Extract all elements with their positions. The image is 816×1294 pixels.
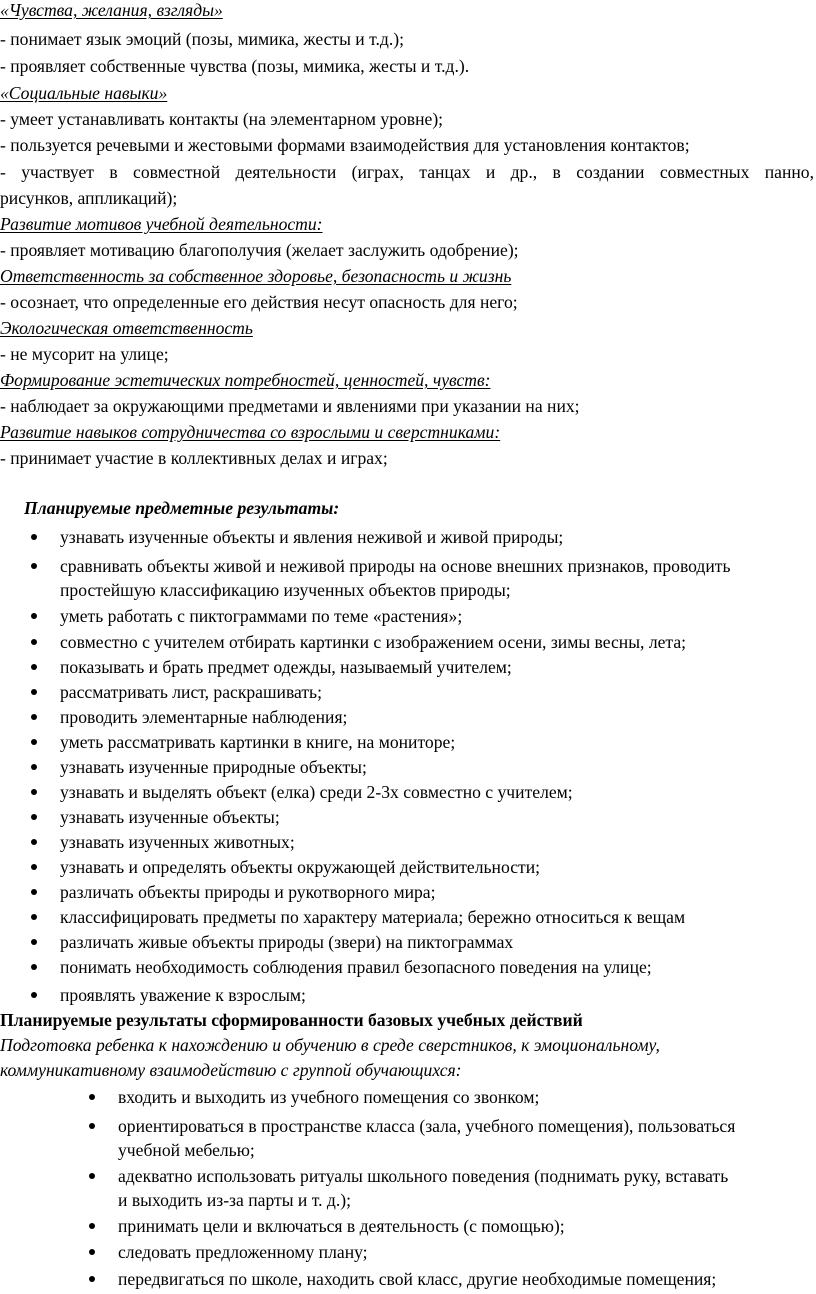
list-item: узнавать изученные природные объекты; — [60, 757, 367, 777]
list-item: узнавать изученные объекты и явления неживой и живой природы; — [60, 527, 564, 547]
list-item: рассматривать лист, раскрашивать; — [60, 682, 322, 702]
bullet-icon — [31, 839, 37, 845]
bullet-icon — [31, 764, 37, 770]
section-title-motives: Развитие мотивов учебной деятельности: — [0, 214, 323, 234]
section-title-eco: Экологическая ответственность — [0, 318, 253, 338]
list-item: передвигаться по школе, находить свой класс, другие необходимые помещения; — [118, 1269, 717, 1289]
list-item: уметь работать с пиктограммами по теме «растения»; — [60, 606, 463, 626]
list-item: сравнивать объекты живой и неживой природы на основе внешних признаков, проводить — [60, 556, 731, 576]
subject-results-title: Планируемые предметные результаты: — [24, 498, 340, 518]
list-item: ориентироваться в пространстве класса (зала, учебного помещения), пользоваться — [118, 1116, 736, 1136]
section-title-health: Ответственность за собственное здоровье, безопасность и жизнь — [0, 266, 512, 286]
list-item: принимать цели и включаться в деятельность (с помощью); — [118, 1216, 565, 1236]
bullet-icon — [31, 639, 37, 645]
section-title-feelings: «Чувства, желания, взгляды» — [0, 0, 223, 20]
bullet-icon — [89, 1173, 95, 1179]
list-item: совместно с учителем отбирать картинки с изображением осени, зимы весны, лета; — [60, 632, 687, 652]
list-item: - наблюдает за окружающими предметами и явлениями при указании на них; — [0, 396, 580, 416]
bullet-icon — [31, 563, 37, 569]
bullet-icon — [89, 1094, 95, 1100]
bullet-icon — [89, 1276, 95, 1282]
list-item: - проявляет собственные чувства (позы, мимика, жесты и т.д.). — [0, 56, 470, 76]
list-item: - участвует в совместной деятельности (играх, танцах и др., в создании совместных панно, — [0, 162, 814, 182]
bullet-icon — [31, 889, 37, 895]
basic-results-subtitle-continuation: коммуникативному взаимодействию с группой обучающихся: — [0, 1060, 462, 1080]
list-item: - проявляет мотивацию благополучия (желает заслужить одобрение); — [0, 240, 519, 260]
bullet-icon — [31, 714, 37, 720]
bullet-icon — [31, 939, 37, 945]
list-item: уметь рассматривать картинки в книге, на мониторе; — [60, 732, 456, 752]
bullet-icon — [31, 789, 37, 795]
list-item-continuation: рисунков, аппликаций); — [0, 188, 178, 208]
list-item: проявлять уважение к взрослым; — [60, 985, 306, 1005]
bullet-icon — [31, 814, 37, 820]
list-item: узнавать изученные объекты; — [60, 807, 280, 827]
list-item: - осознает, что определенные его действия несут опасность для него; — [0, 292, 518, 312]
list-item-continuation: простейшую классификацию изученных объектов природы; — [60, 580, 511, 600]
list-item: понимать необходимость соблюдения правил безопасного поведения на улице; — [60, 957, 652, 977]
list-item-continuation: учебной мебелью; — [118, 1140, 255, 1160]
list-item: адекватно использовать ритуалы школьного поведения (поднимать руку, вставать — [118, 1166, 729, 1186]
list-item: классифицировать предметы по характеру материала; бережно относиться к вещам — [60, 907, 686, 927]
bullet-icon — [89, 1123, 95, 1129]
bullet-icon — [89, 1223, 95, 1229]
list-item: - принимает участие в коллективных делах и играх; — [0, 448, 388, 468]
list-item: узнавать и определять объекты окружающей действительности; — [60, 857, 540, 877]
list-item: различать живые объекты природы (звери) на пиктограммах — [60, 932, 514, 952]
bullet-icon — [31, 739, 37, 745]
bullet-icon — [31, 689, 37, 695]
list-item: проводить элементарные наблюдения; — [60, 707, 348, 727]
section-title-aesthetic: Формирование эстетических потребностей, ценностей, чувств: — [0, 370, 491, 390]
basic-results-subtitle: Подготовка ребенка к нахождению и обучению в среде сверстников, к эмоциональному, — [0, 1035, 660, 1055]
bullet-icon — [31, 664, 37, 670]
bullet-icon — [31, 613, 37, 619]
bullet-icon — [31, 534, 37, 540]
section-title-cooperation: Развитие навыков сотрудничества со взрослыми и сверстниками: — [0, 422, 501, 442]
list-item: - умеет устанавливать контакты (на элементарном уровне); — [0, 109, 444, 129]
bullet-icon — [31, 964, 37, 970]
list-item: входить и выходить из учебного помещения со звонком; — [118, 1087, 540, 1107]
section-title-social: «Социальные навыки» — [0, 83, 168, 103]
bullet-icon — [31, 864, 37, 870]
basic-results-title: Планируемые результаты сформированности базовых учебных действий — [0, 1010, 583, 1030]
list-item: - понимает язык эмоций (позы, мимика, жесты и т.д.); — [0, 29, 404, 49]
list-item: показывать и брать предмет одежды, называемый учителем; — [60, 657, 512, 677]
list-item: различать объекты природы и рукотворного мира; — [60, 882, 436, 902]
list-item: узнавать и выделять объект (елка) среди 2-3х совместно с учителем; — [60, 782, 573, 802]
list-item-continuation: и выходить из-за парты и т. д.); — [118, 1190, 351, 1210]
list-item: - не мусорит на улице; — [0, 344, 169, 364]
list-item: узнавать изученных животных; — [60, 832, 295, 852]
list-item: следовать предложенному плану; — [118, 1242, 368, 1262]
list-item: - пользуется речевыми и жестовыми формами взаимодействия для установления контактов; — [0, 135, 690, 155]
bullet-icon — [89, 1249, 95, 1255]
bullet-icon — [31, 992, 37, 998]
bullet-icon — [31, 914, 37, 920]
